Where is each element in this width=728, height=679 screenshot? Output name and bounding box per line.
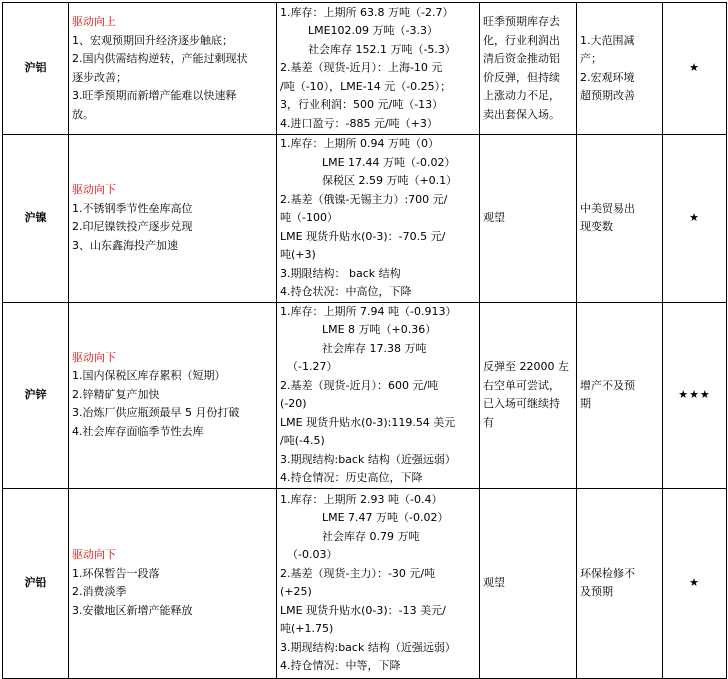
driver-cell [69,3,277,135]
fundamental-line: 2.基差（现货-近月）：600 元/吨 [280,378,439,392]
driver-item: 4.社会库存面临季节性去库 [72,424,204,438]
driver-item: 3、山东鑫海投产加速 [72,238,178,252]
commodity-name: 沪镍 [3,135,69,303]
table-row [3,302,727,488]
star-rating: ★ [663,135,727,303]
fundamental-line: 社会库存 152.1 万吨（-5.3） [280,42,456,56]
table-row [3,135,727,303]
fundamental-line: 3.期限结构： back 结构 [280,266,401,280]
driver-item: 2.锌精矿复产加快 [72,387,160,401]
fundamental-line: 4.进口盈亏：-885 元/吨（+3） [280,116,438,130]
strategy-line: 化，行业利润出 [483,33,560,47]
fundamental-line: 吨（-100） [280,211,338,224]
driver-item: 1.国内保税区库存累积（短期） [72,369,226,383]
fundamental-line: 4.持仓情况：历史高位，下降 [280,471,423,484]
fundamental-line: 2.基差（现货-近月）：上海-10 元 [280,61,443,75]
driver-direction: 驱动向下 [72,548,116,561]
driver-item: 3.旺季预期而新增产能难以快速释 [72,89,237,102]
strategy-cell [480,302,577,488]
driver-item: 3.冶炼厂供应瓶颈最早 5 月份打破 [72,406,240,420]
strategy-line: 观望 [483,575,505,589]
fundamentals-cell [277,302,480,488]
fundamental-line: LME 8 万吨（+0.36） [280,323,437,336]
fundamental-line: LME 7.47 万吨（-0.02） [280,511,449,524]
strategy-line: 反弹至 22000 左 [483,360,569,373]
fundamental-line: 4.持仓状况：中高位，下降 [280,285,412,298]
fundamental-line: /吨(-4.5) [280,434,325,447]
risk-cell [577,135,663,303]
risk-line: 1.大范围减 [580,33,635,47]
fundamental-line: 1.库存：上期所 7.94 吨（-0.913） [280,304,457,318]
commodity-analysis-table [2,2,727,679]
fundamental-line: 保税区 2.59 万吨（+0.1） [280,174,458,187]
fundamental-line: (-20) [280,397,307,410]
fundamental-line: (+25) [280,585,312,598]
table-body [3,3,727,679]
commodity-name: 沪铅 [3,488,69,678]
fundamental-line: LME 现货升贴水(0-3)：-13 美元/ [280,603,446,617]
fundamental-line: 1.库存：上期所 63.8 万吨（-2.7） [280,5,454,19]
driver-item: 2.国内供需结构逆转，产能过剩现状 [72,52,248,65]
fundamental-line: /吨（-10），LME-14 元（-0.25）； [280,79,452,93]
risk-line: 现变数 [580,220,613,234]
risk-cell [577,488,663,678]
driver-direction: 驱动向下 [72,183,116,197]
driver-direction: 驱动向上 [72,15,116,28]
strategy-line: 有 [483,415,494,429]
fundamental-line: 社会库存 17.38 万吨 [280,341,427,355]
fundamental-line: （-1.27） [280,360,338,373]
strategy-line: 价反弹，但持续 [483,70,560,84]
risk-line: 中美贸易出 [580,201,635,215]
fundamental-line: （-0.03） [280,548,338,561]
fundamental-line: 3，行业利润：500 元/吨（-13） [280,98,444,112]
fundamental-line: 4.持仓情况：中等，下降 [280,659,401,672]
strategy-cell [480,3,577,135]
fundamental-line: 2.基差（现货-主力）：-30 元/吨 [280,566,436,580]
driver-item: 放。 [72,107,94,121]
strategy-line: 清后资金推动铝 [483,52,560,65]
fundamental-line: 吨(+1.75) [280,622,334,635]
risk-line: 及预期 [580,585,613,598]
risk-cell [577,302,663,488]
strategy-line: 右空单可尝试， [483,378,560,392]
fundamentals-cell [277,488,480,678]
commodity-name: 沪铝 [3,3,69,135]
table-row [3,488,727,678]
driver-direction: 驱动向下 [72,350,116,364]
fundamental-line: 1.库存：上期所 0.94 万吨（0） [280,137,439,150]
fundamental-line: 吨(+3) [280,248,316,261]
driver-item: 2.消费淡季 [72,585,127,598]
commodity-name: 沪锌 [3,302,69,488]
driver-cell [69,302,277,488]
driver-item: 1.环保暂告一段落 [72,566,160,580]
risk-cell [577,3,663,135]
driver-item: 3.安徽地区新增产能释放 [72,603,193,617]
strategy-line: 旺季预期库存去 [483,15,560,28]
star-rating: ★ [663,488,727,678]
strategy-line: 卖出套保入场。 [483,107,560,121]
fundamental-line: LME 现货升贴水(0-3)：-70.5 元/ [280,229,446,243]
risk-line: 2.宏观环境 [580,70,635,84]
fundamental-line: 2.基差（俄镍-无锡主力）:700 元/ [280,192,448,206]
strategy-line: 已入场可继续持 [483,397,560,410]
risk-line: 超预期改善 [580,89,635,102]
fundamental-line: 3.期现结构:back 结构（近强远弱） [280,640,456,654]
driver-item: 逐步改善； [72,70,127,84]
risk-line: 增产不及预 [580,378,635,392]
fundamentals-cell [277,3,480,135]
strategy-cell [480,488,577,678]
table-row [3,3,727,135]
driver-item: 1、宏观预期回升经济逐步触底； [72,33,233,47]
fundamental-line: LME 17.44 万吨（-0.02） [280,155,456,169]
driver-cell [69,135,277,303]
strategy-line: 上涨动力不足， [483,89,560,102]
strategy-cell [480,135,577,303]
driver-item: 1.不锈钢季节性垒库高位 [72,201,193,215]
risk-line: 环保检修不 [580,566,635,580]
fundamental-line: LME 现货升贴水(0-3):119.54 美元 [280,415,456,429]
fundamental-line: 社会库存 0.79 万吨 [280,529,420,543]
risk-line: 产； [580,52,602,65]
fundamental-line: 3.期现结构:back 结构（近强远弱） [280,452,456,466]
star-rating: ★★★ [663,302,727,488]
star-rating: ★ [663,3,727,135]
fundamentals-cell [277,135,480,303]
risk-line: 期 [580,397,591,410]
fundamental-line: LME102.09 万吨（-3.3） [280,24,438,38]
driver-item: 2.印尼镍铁投产逐步兑现 [72,220,193,234]
fundamental-line: 1.库存：上期所 2.93 吨（-0.4） [280,492,443,506]
driver-cell [69,488,277,678]
strategy-line: 观望 [483,211,505,224]
